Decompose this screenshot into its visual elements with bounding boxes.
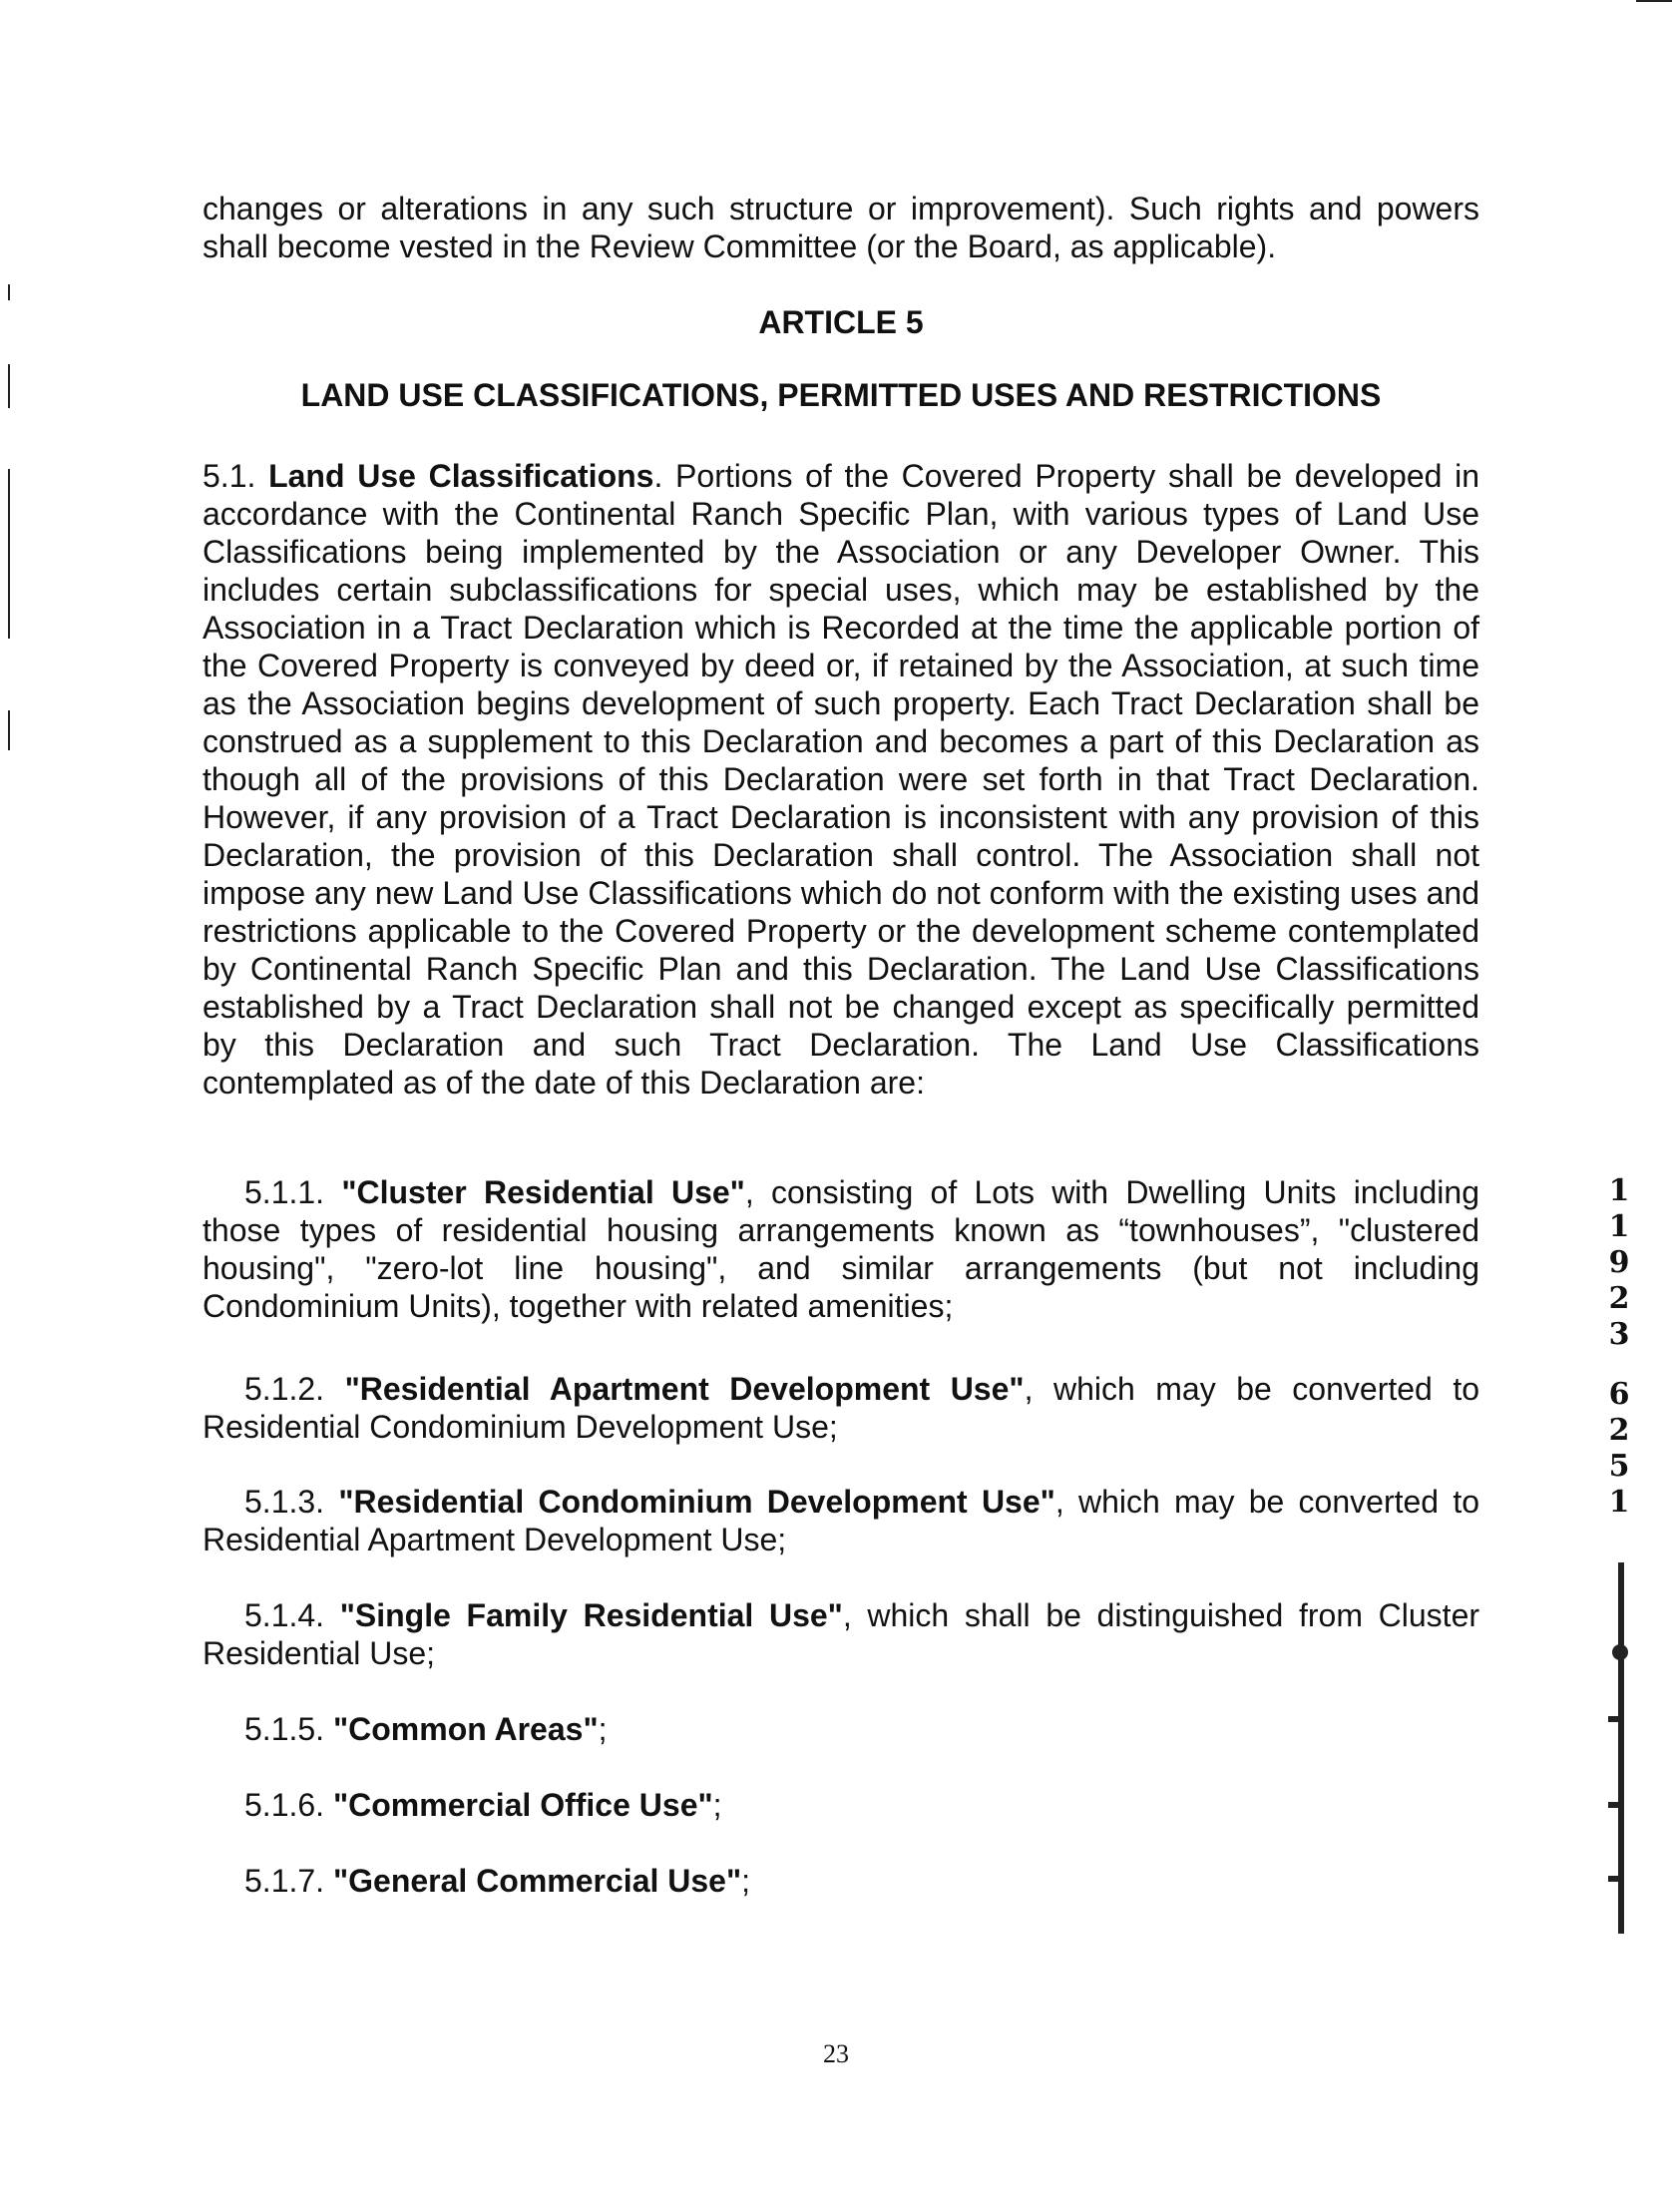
subsection-body: ; bbox=[598, 1711, 608, 1747]
subsection-title: "General Commercial Use" bbox=[332, 1863, 742, 1899]
recording-spacer bbox=[1604, 1353, 1634, 1377]
subsection-title: "Common Areas" bbox=[332, 1711, 599, 1747]
subsection-title: "Commercial Office Use" bbox=[332, 1787, 713, 1823]
section-body: . Portions of the Covered Property shall be developed in accordance with the Continental Ranch Specific Plan, with various types of Land Use Classifications being implemented by the Association or any Developer Owner. This includes certain subclassifications for special uses, which may be established by the Association in a Tract Declaration which is Recorded at the time the applicable portion of the Covered Property is conveyed by deed or, if retained by the Association, at such time as the Association begins development of such property. Each Tract Declaration shall be construed as a supplement to this Declaration and becomes a part of this Declaration as though all of the provisions of this Declaration were set forth in that Tract Declaration. However, if any provision of a Tract Declaration is inconsistent with any provision of this Declaration, the provision of this Declaration shall control. The Association shall not impose any new Land Use Classifications which do not conform with the existing uses and restrictions applicable to the Covered Property or the development scheme contemplated by Continental Ranch Specific Plan and this Declaration. The Land Use Classifications established by a Tract Declaration shall not be changed except as specifically permitted by this Declaration and such Tract Declaration. The Land Use Classifications contemplated as of the date of this Declaration are: bbox=[203, 458, 1480, 1101]
subsection-body: ; bbox=[712, 1787, 722, 1823]
subsection-title: "Cluster Residential Use" bbox=[341, 1174, 745, 1210]
article-title: LAND USE CLASSIFICATIONS, PERMITTED USES AND RESTRICTIONS bbox=[300, 377, 1382, 413]
subsection-5-1-6 bbox=[203, 1786, 1479, 1824]
recording-digit: 6 bbox=[1608, 1377, 1630, 1412]
scan-edge-mark bbox=[8, 469, 10, 639]
subsection-5-1-3 bbox=[203, 1483, 1479, 1558]
scan-edge-mark bbox=[8, 364, 10, 408]
subsection-body: , consisting of Lots with Dwelling Units including those types of residential housing arrangements known as “townhouses”, "clustered housing", "zero-lot line housing", and similar arrangements (but not including Condominium Units), together with related amenities; bbox=[203, 1174, 1479, 1324]
subsection-number: 5.1.6. bbox=[244, 1787, 325, 1823]
scan-edge-mark bbox=[8, 284, 10, 300]
filing-strip-tick bbox=[1608, 1876, 1624, 1882]
subsection-body: , which shall be distinguished from Cluster Residential Use; bbox=[203, 1597, 1480, 1671]
continuation-paragraph: changes or alterations in any such structure or improvement). Such rights and powers shall become vested in the Review Committee (or the Board, as applicable). bbox=[203, 191, 1479, 264]
subsection-title: "Residential Apartment Development Use" bbox=[344, 1371, 1025, 1407]
subsection-number: 5.1.5. bbox=[244, 1711, 325, 1747]
filing-strip-tick bbox=[1608, 1716, 1624, 1722]
filing-strip-knob bbox=[1612, 1644, 1628, 1660]
subsection-body: , which may be converted to Residential Condominium Development Use; bbox=[203, 1371, 1480, 1445]
section-title: Land Use Classifications bbox=[268, 458, 654, 494]
subsection-body: , which may be converted to Residential Apartment Development Use; bbox=[203, 1484, 1480, 1557]
recording-digit: 2 bbox=[1608, 1413, 1630, 1448]
subsection-number: 5.1.4. bbox=[244, 1597, 325, 1633]
scan-edge-mark bbox=[8, 710, 10, 750]
recording-digit: 1 bbox=[1608, 1485, 1630, 1520]
recording-digit: 5 bbox=[1608, 1449, 1630, 1484]
subsection-number: 5.1.7. bbox=[244, 1863, 325, 1899]
page-number: 23 bbox=[823, 2039, 849, 2068]
recording-digit: 9 bbox=[1608, 1245, 1630, 1280]
article-heading: ARTICLE 5 bbox=[758, 304, 924, 340]
subsection-title: "Residential Condominium Development Use" bbox=[338, 1484, 1055, 1520]
subsection-number: 5.1.3. bbox=[244, 1484, 325, 1520]
scan-edge-mark bbox=[1636, 0, 1672, 2]
subsection-5-1-2 bbox=[203, 1370, 1479, 1446]
recording-digit: 2 bbox=[1608, 1281, 1630, 1316]
recording-digit: 1 bbox=[1608, 1173, 1630, 1208]
subsection-title: "Single Family Residential Use" bbox=[339, 1597, 843, 1633]
recording-number-stamp bbox=[1604, 1173, 1634, 1521]
subsection-5-1-1 bbox=[203, 1173, 1479, 1325]
subsection-5-1-4 bbox=[203, 1596, 1479, 1672]
recording-digit: 3 bbox=[1608, 1317, 1630, 1352]
section-5-1 bbox=[203, 457, 1479, 1102]
filing-strip-tick bbox=[1608, 1802, 1624, 1808]
subsection-body: ; bbox=[741, 1863, 751, 1899]
section-number: 5.1. bbox=[203, 458, 256, 494]
subsection-number: 5.1.1. bbox=[244, 1174, 325, 1210]
subsection-5-1-5 bbox=[203, 1710, 1479, 1748]
subsection-5-1-7 bbox=[203, 1862, 1479, 1900]
subsection-number: 5.1.2. bbox=[244, 1371, 325, 1407]
recording-digit: 1 bbox=[1608, 1209, 1630, 1244]
